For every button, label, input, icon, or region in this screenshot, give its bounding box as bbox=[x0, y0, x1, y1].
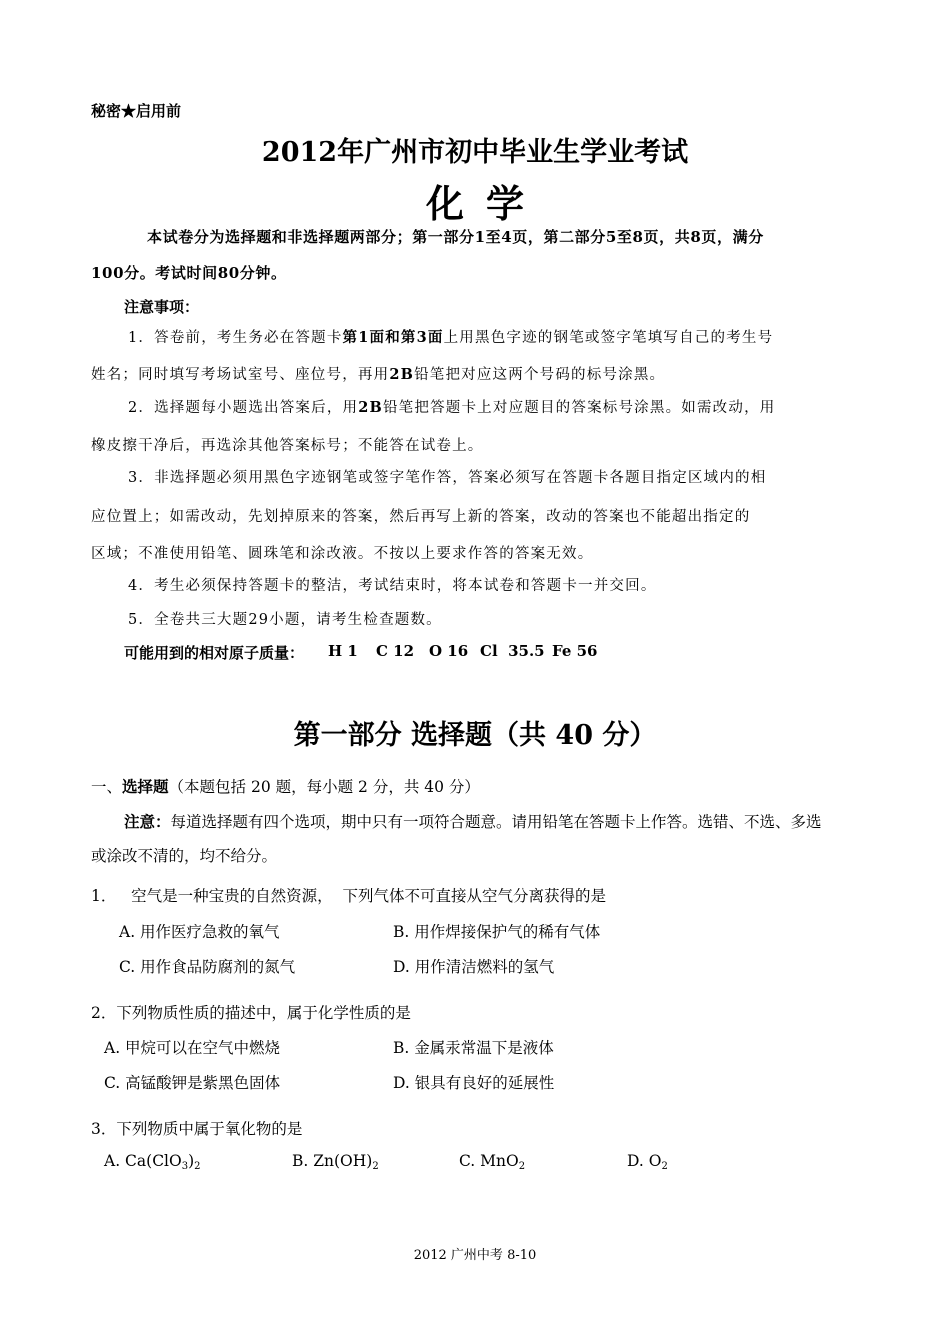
q3b-sub: 2 bbox=[372, 1161, 379, 1172]
atomic-mass-h: H 1 bbox=[328, 642, 358, 660]
atomic-mass-fe: Fe 56 bbox=[552, 642, 598, 660]
intro-line-2: 100分。考试时间80分钟。 bbox=[91, 264, 287, 282]
atomic-mass-c: C 12 bbox=[376, 642, 415, 660]
question-1-stem: 1． 空气是一种宝贵的自然资源， 下列气体不可直接从空气分离获得的是 bbox=[91, 887, 606, 905]
page-footer: 2012 广州中考 8-10 bbox=[413, 1248, 537, 1263]
notice-heading: 注意事项： bbox=[124, 298, 200, 316]
notice-item-2-text-c: 铅笔把答题卡上对应题目的答案标号涂黑。如需改动，用 bbox=[382, 400, 776, 416]
atomic-mass-cl: Cl 35.5 bbox=[480, 642, 545, 660]
notice-item-3: 3．非选择题必须用黑色字迹钢笔或签字笔作答，答案必须写在答题卡各题目指定区域内的相 bbox=[128, 470, 767, 486]
atomic-mass-label: 可能用到的相对原子质量： bbox=[124, 644, 305, 662]
part-one-title: 第一部分 选择题（共 40 分） bbox=[293, 720, 657, 751]
notice-item-2 bbox=[128, 396, 775, 417]
notice-item-1-text-c: 上用黑色字迹的钢笔或签字笔填写自己的考生号 bbox=[443, 330, 774, 346]
question-2-option-a: A. 甲烷可以在空气中燃烧 bbox=[104, 1039, 281, 1057]
q3a-sub-2: 2 bbox=[194, 1161, 201, 1172]
question-3-option-c bbox=[459, 1152, 525, 1170]
q3c-sub: 2 bbox=[518, 1161, 526, 1172]
q3b-pre: B. Zn(OH) bbox=[292, 1152, 373, 1170]
notice-item-3-line-2: 应位置上；如需改动，先划掉原来的答案，然后再写上新的答案，改动的答案也不能超出指定的 bbox=[91, 509, 751, 525]
intro-line-1: 本试卷分为选择题和非选择题两部分；第一部分1至4页，第二部分5至8页，共8页，满分 bbox=[147, 228, 764, 246]
notice-item-1 bbox=[128, 326, 773, 347]
q3d-pre: D. O bbox=[627, 1152, 662, 1170]
note-text: 每道选择题有四个选项，期中只有一项符合题意。请用铅笔在答题卡上作答。选错、不选、多选 bbox=[170, 813, 822, 831]
notice-item-1-line-2 bbox=[91, 363, 665, 384]
notice-item-1-text-a: 1．答卷前，考生务必在答题卡 bbox=[128, 330, 343, 346]
exam-title: 2012年广州市初中毕业生学业考试 bbox=[261, 137, 689, 168]
notice-item-3-line-3: 区域；不准使用铅笔、圆珠笔和涂改液。不按以上要求作答的答案无效。 bbox=[91, 546, 594, 562]
notice-item-1-bold: 第1面和第3面 bbox=[342, 329, 444, 346]
question-1-option-d: D. 用作清洁燃料的氢气 bbox=[393, 958, 555, 976]
question-2-option-c: C. 高锰酸钾是紫黑色固体 bbox=[104, 1074, 281, 1092]
question-3-option-d bbox=[627, 1152, 668, 1170]
question-3-option-b bbox=[292, 1152, 379, 1170]
q3a-sub-1: 3 bbox=[181, 1161, 189, 1172]
question-1-option-b: B. 用作焊接保护气的稀有气体 bbox=[393, 923, 601, 941]
section-name: 选择题 bbox=[122, 777, 169, 796]
q3d-sub: 2 bbox=[661, 1161, 668, 1172]
question-1-option-a: A. 用作医疗急救的氧气 bbox=[119, 923, 280, 941]
section-note bbox=[124, 810, 822, 832]
question-3-option-a bbox=[104, 1152, 201, 1170]
section-desc: （本题包括 20 题，每小题 2 分，共 40 分） bbox=[168, 778, 480, 796]
note-label: 注意： bbox=[124, 812, 171, 831]
question-2-stem: 2．下列物质性质的描述中，属于化学性质的是 bbox=[91, 1004, 411, 1022]
section-number: 一、 bbox=[91, 778, 123, 796]
question-1-option-c: C. 用作食品防腐剂的氮气 bbox=[119, 958, 296, 976]
section-heading bbox=[91, 775, 480, 797]
notice-item-2-text-a: 2．选择题每小题选出答案后，用 bbox=[128, 400, 359, 416]
q3a-pre: A. Ca(ClO bbox=[104, 1152, 182, 1170]
subject-title: 化学 bbox=[425, 181, 546, 226]
question-3-stem: 3．下列物质中属于氧化物的是 bbox=[91, 1120, 303, 1138]
notice-item-5: 5．全卷共三大题29小题，请考生检查题数。 bbox=[128, 612, 442, 628]
notice-item-2-line-2: 橡皮擦干净后，再选涂其他答案标号；不能答在试卷上。 bbox=[91, 438, 484, 454]
notice-item-1-line-2-c: 铅笔把对应这两个号码的标号涂黑。 bbox=[414, 367, 666, 383]
q3c-pre: C. MnO bbox=[459, 1152, 519, 1170]
question-2-option-d: D. 银具有良好的延展性 bbox=[393, 1074, 555, 1092]
section-note-line-2: 或涂改不清的，均不给分。 bbox=[91, 847, 278, 865]
q3a-mid: ) bbox=[188, 1152, 195, 1170]
notice-item-4: 4．考生必须保持答题卡的整洁，考试结束时，将本试卷和答题卡一并交回。 bbox=[128, 578, 657, 594]
notice-item-2-bold: 2B bbox=[358, 399, 383, 416]
notice-item-1-line-2-a: 姓名；同时填写考场试室号、座位号，再用 bbox=[91, 367, 390, 383]
confidential-label: 秘密★启用前 bbox=[91, 102, 182, 120]
question-2-option-b: B. 金属汞常温下是液体 bbox=[393, 1039, 554, 1057]
atomic-mass-o: O 16 bbox=[429, 642, 469, 660]
notice-item-1-line-2-bold: 2B bbox=[389, 366, 415, 383]
